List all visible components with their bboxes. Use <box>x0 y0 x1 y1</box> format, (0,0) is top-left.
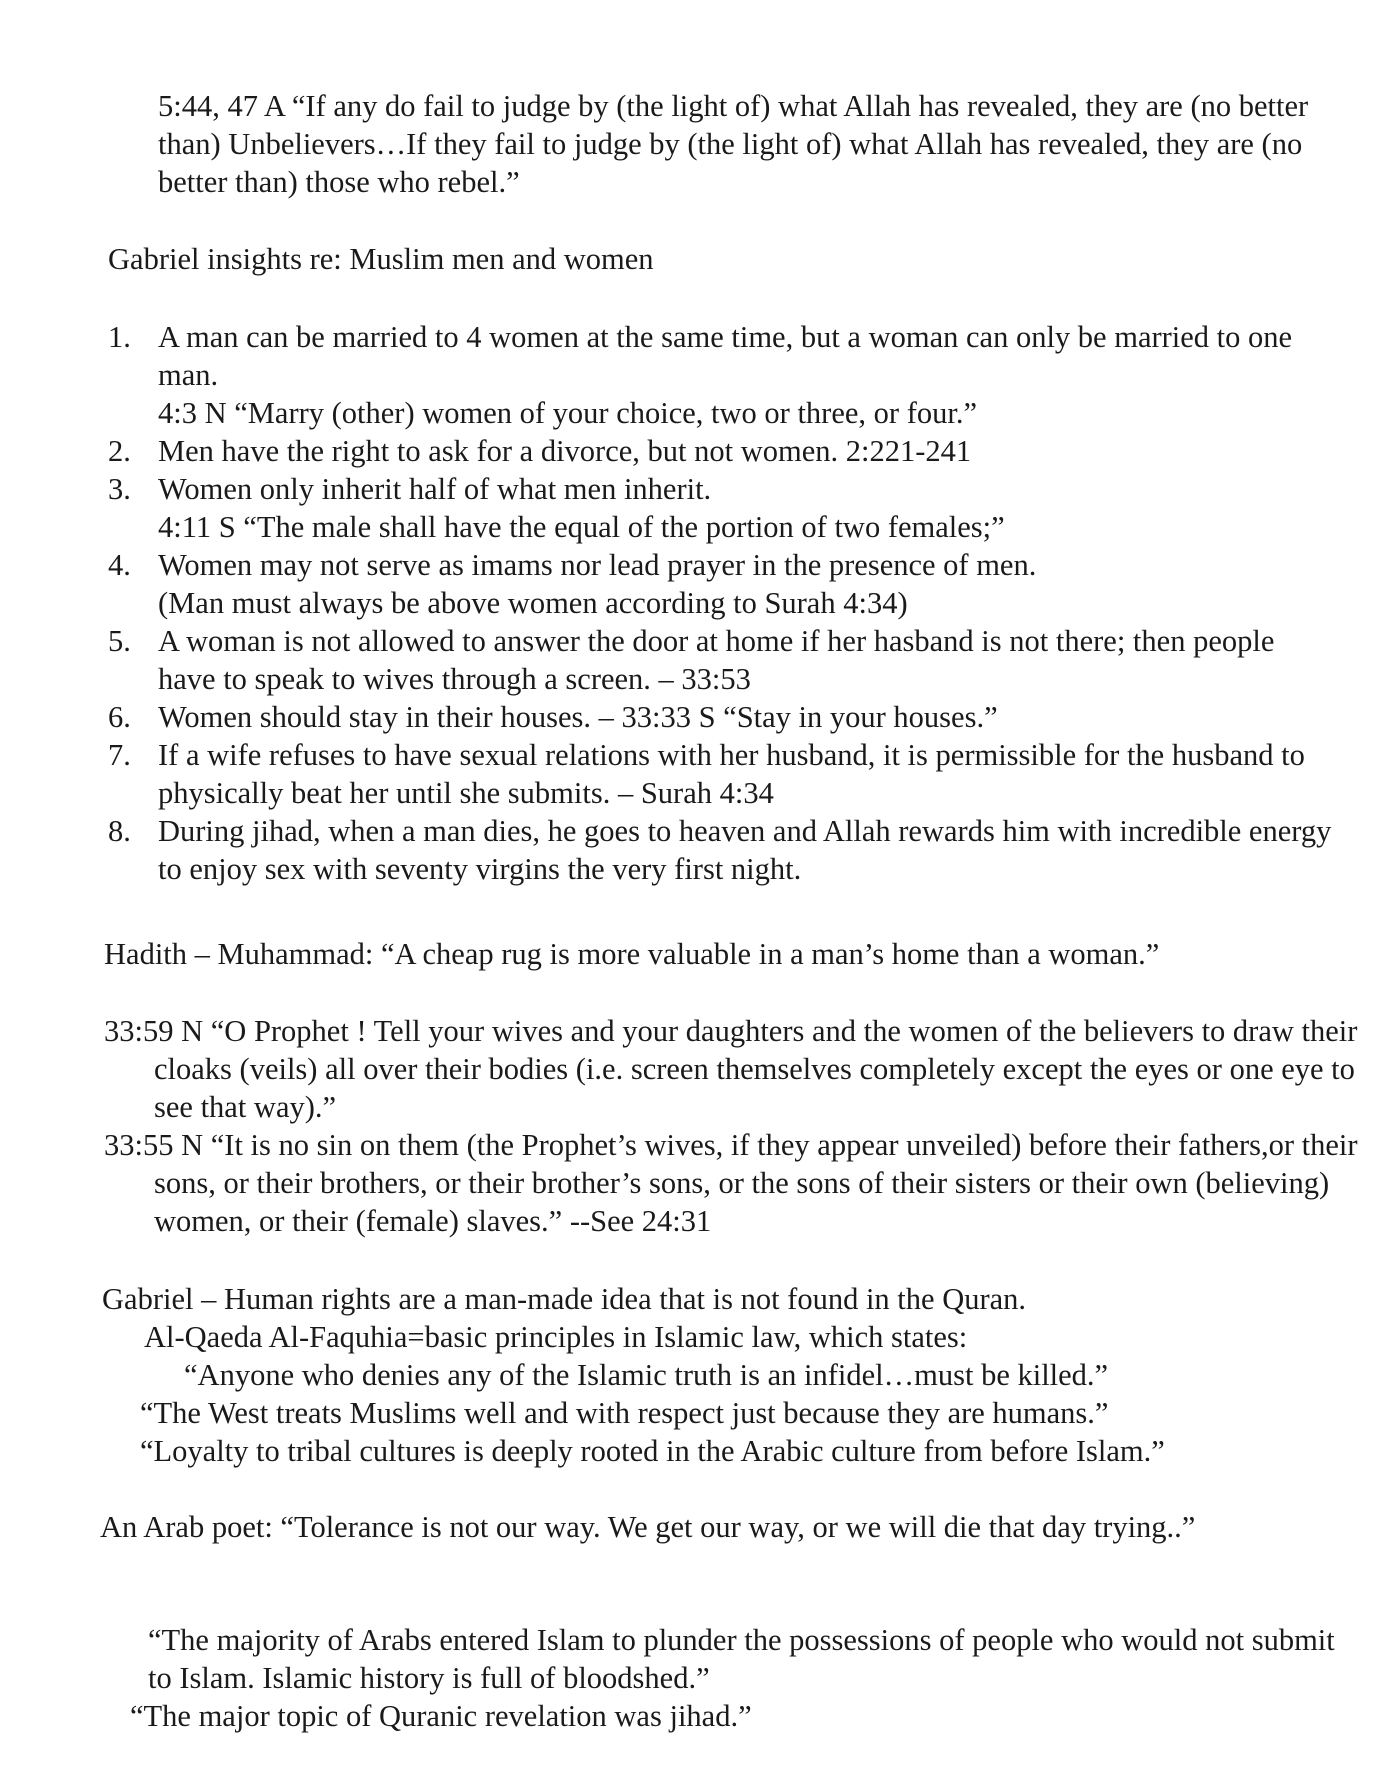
verse-5-44: 5:44, 47 A “If any do fail to judge by (the light of) what Allah has revealed, they are (no better than) Unbelievers…If they fail to judge by (the light of) what Allah has revealed, they are (no better than) those who rebel.” <box>158 89 1309 199</box>
list-item-number: 3. <box>108 472 131 506</box>
list-item <box>108 470 1338 546</box>
jihad-quote: “The major topic of Quranic revelation was jihad.” <box>130 1699 752 1733</box>
list-item-number: 4. <box>108 548 131 582</box>
majority-quote: “The majority of Arabs entered Islam to plunder the possessions of people who would not submit to Islam. Islamic history is full of bloodshed.” <box>148 1623 1335 1695</box>
human-rights-statement: Gabriel – Human rights are a man-made idea that is not found in the Quran. <box>102 1282 1027 1316</box>
list-item-number: 1. <box>108 320 131 354</box>
list-item <box>108 432 1338 470</box>
list-item-number: 6. <box>108 700 131 734</box>
list-item-text: Women may not serve as imams nor lead prayer in the presence of men. <box>158 548 1037 582</box>
list-item <box>108 698 1338 736</box>
list-item <box>108 622 1338 698</box>
list-item-number: 2. <box>108 434 131 468</box>
hadith-quote: Hadith – Muhammad: “A cheap rug is more valuable in a man’s home than a woman.” <box>104 937 1160 971</box>
gabriel-human-rights <box>102 1280 1342 1470</box>
infidel-quote: “Anyone who denies any of the Islamic truth is an infidel…must be killed.” <box>184 1358 1109 1392</box>
insights-list <box>108 318 1338 888</box>
list-item <box>108 736 1338 812</box>
list-item-text: Women should stay in their houses. – 33:33 S “Stay in your houses.” <box>158 700 998 734</box>
list-item-citation: 4:3 N “Marry (other) women of your choice, two or three, or four.” <box>158 396 977 430</box>
list-item-text: A woman is not allowed to answer the door at home if her hasband is not there; then people have to speak to wives through a screen. – 33:53 <box>158 624 1275 696</box>
list-item <box>108 546 1338 622</box>
list-item-text: A man can be married to 4 women at the same time, but a woman can only be married to one man. <box>158 320 1293 392</box>
verse-33-55: 33:55 N “It is no sin on them (the Prophet’s wives, if they appear unveiled) before their fathers,or their sons, or their brothers, or their brother’s sons, or the sons of their sisters or their own (believing) women, or their (female) slaves.” --See 24:31 <box>104 1128 1358 1238</box>
list-item-text: Women only inherit half of what men inherit. <box>158 472 712 506</box>
list-item-number: 7. <box>108 738 131 772</box>
tribal-quote: “Loyalty to tribal cultures is deeply rooted in the Arabic culture from before Islam.” <box>140 1434 1165 1468</box>
list-item-number: 5. <box>108 624 131 658</box>
verse-33-59: 33:59 N “O Prophet ! Tell your wives and your daughters and the women of the believers to draw their cloaks (veils) all over their bodies (i.e. screen themselves completely except the eyes or one eye to see that way).” <box>104 1014 1358 1124</box>
arab-poet-quote: An Arab poet: “Tolerance is not our way. We get our way, or we will die that day trying..” <box>100 1510 1196 1544</box>
list-item <box>108 812 1338 888</box>
list-item-text: During jihad, when a man dies, he goes to heaven and Allah rewards him with incredible energy to enjoy sex with seventy virgins the very first night. <box>158 814 1332 886</box>
list-item-citation: 4:11 S “The male shall have the equal of the portion of two females;” <box>158 510 1005 544</box>
gabriel-insights-heading: Gabriel insights re: Muslim men and women <box>108 242 654 276</box>
list-item <box>108 318 1338 432</box>
list-item-number: 8. <box>108 814 131 848</box>
list-item-citation: (Man must always be above women according to Surah 4:34) <box>158 586 908 620</box>
list-item-text: Men have the right to ask for a divorce, but not women. 2:221-241 <box>158 434 972 468</box>
list-item-text: If a wife refuses to have sexual relations with her husband, it is permissible for the husband to physically beat her until she submits. – Surah 4:34 <box>158 738 1305 810</box>
west-quote: “The West treats Muslims well and with respect just because they are humans.” <box>140 1396 1109 1430</box>
islamic-law-principle: Al-Qaeda Al-Faquhia=basic principles in Islamic law, which states: <box>144 1320 968 1354</box>
